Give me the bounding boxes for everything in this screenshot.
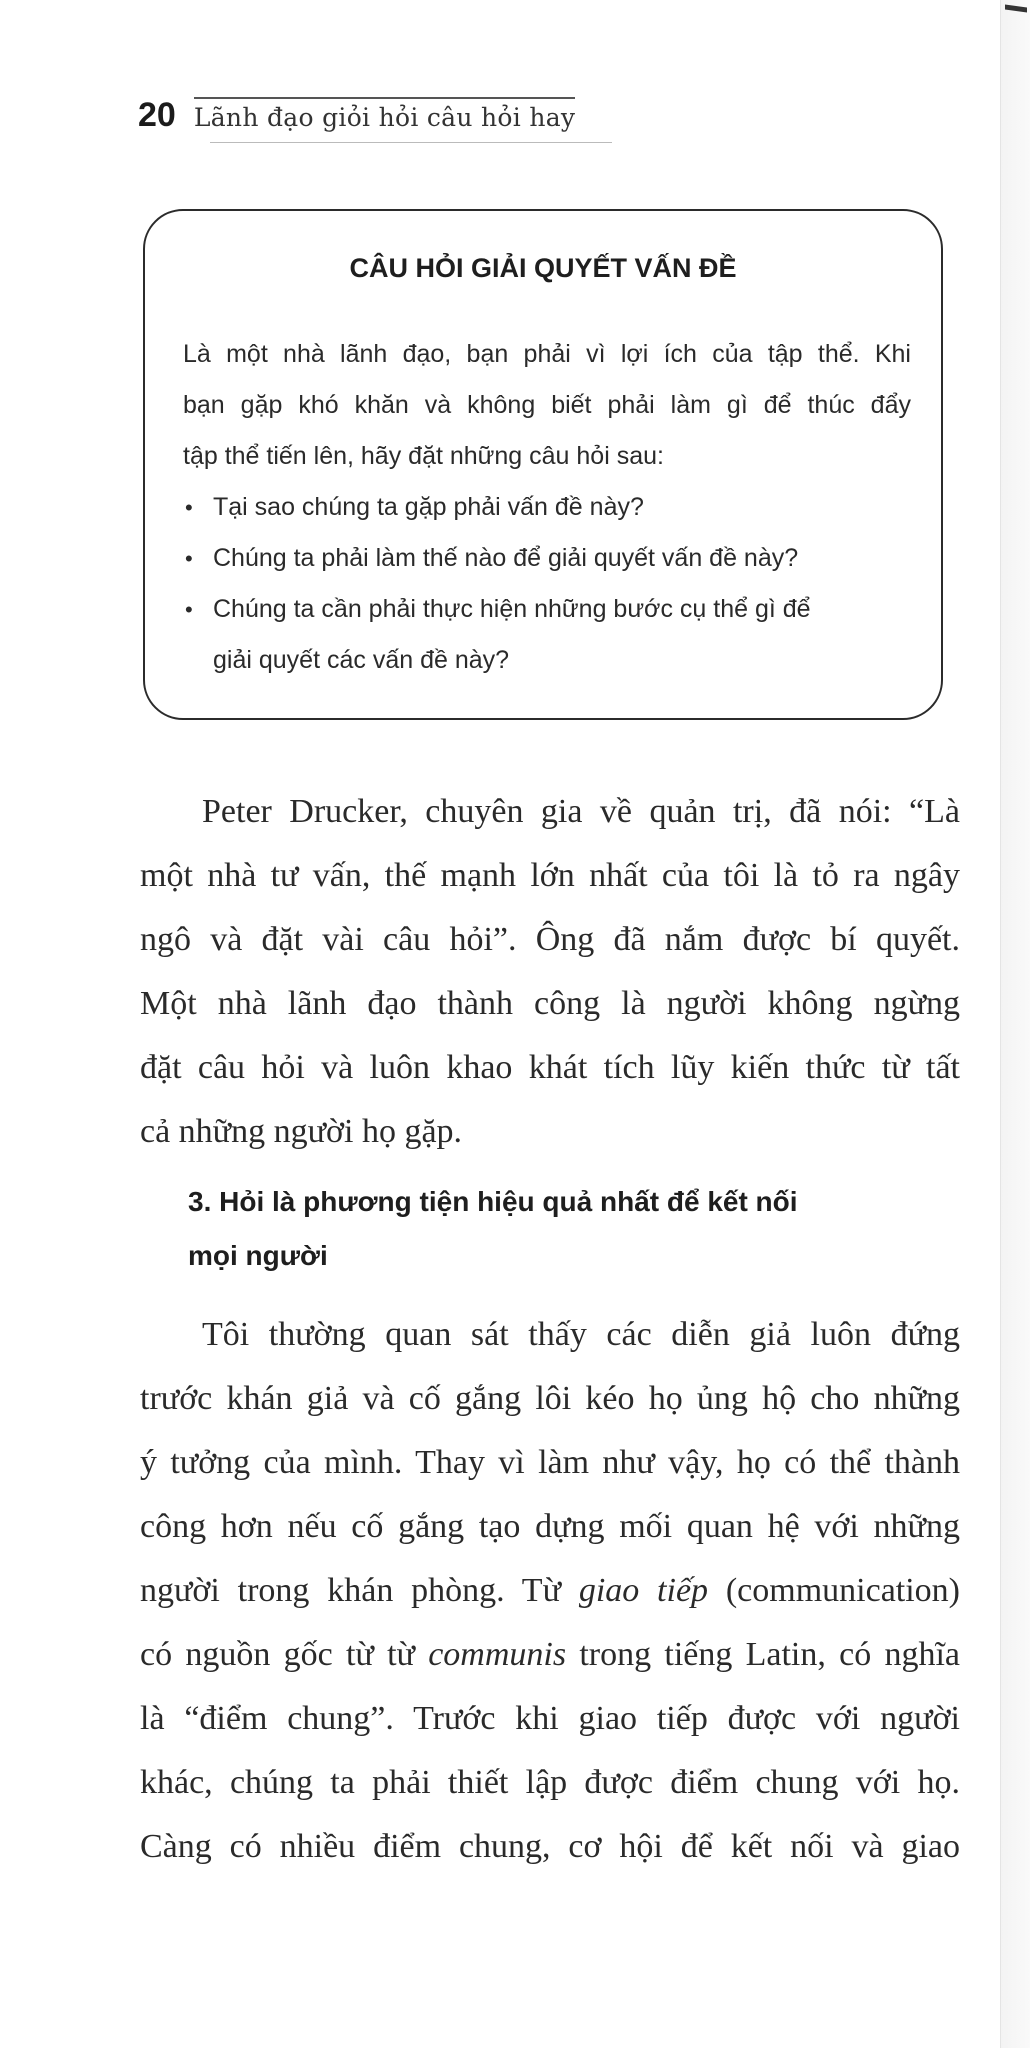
text-run: người trong khán phòng. Từ	[140, 1572, 579, 1609]
heading-line: mọi người	[188, 1240, 328, 1271]
paragraph-drucker	[140, 780, 960, 1164]
page-number: 20	[138, 96, 176, 134]
list-item-text: Chúng ta phải làm thế nào để giải quyết vấn đề này?	[213, 544, 799, 572]
running-title: Lãnh đạo giỏi hỏi câu hỏi hay	[194, 97, 576, 132]
text-line: Tôi thường quan sát thấy các diễn giả luôn đứng	[202, 1316, 960, 1353]
italic-term: giao tiếp	[578, 1572, 709, 1609]
page-edge	[1000, 0, 1030, 2048]
text-line: trước khán giả và cố gắng lôi kéo họ ủng hộ cho những	[140, 1380, 960, 1417]
paragraph-communication	[140, 1303, 960, 1879]
list-item-text: giải quyết các vấn đề này?	[213, 646, 510, 674]
box-intro-line: bạn gặp khó khăn và không biết phải làm gì để thúc đẩy	[183, 391, 911, 419]
text-line	[140, 1623, 960, 1687]
text-line: Một nhà lãnh đạo thành công là người không ngừng	[140, 985, 960, 1022]
question-list	[183, 482, 911, 686]
sidebar-box	[143, 209, 943, 720]
list-item-text: Tại sao chúng ta gặp phải vấn đề này?	[213, 493, 644, 521]
section-heading	[188, 1175, 908, 1283]
page-header	[138, 96, 575, 146]
text-line	[140, 1559, 960, 1623]
text-line: đặt câu hỏi và luôn khao khát tích lũy kiến thức từ tất	[140, 1049, 960, 1086]
italic-term: communis	[428, 1636, 567, 1673]
box-intro-line: tập thể tiến lên, hãy đặt những câu hỏi sau:	[183, 442, 664, 470]
text-line: cả những người họ gặp.	[140, 1113, 463, 1150]
bullet-icon: •	[185, 546, 193, 571]
text-line: là “điểm chung”. Trước khi giao tiếp được với người	[140, 1700, 960, 1737]
text-line: Càng có nhiều điểm chung, cơ hội để kết nối và giao	[140, 1828, 960, 1865]
box-body	[183, 329, 911, 686]
box-title: CÂU HỎI GIẢI QUYẾT VẤN ĐỀ	[349, 253, 737, 283]
text-line: khác, chúng ta phải thiết lập được điểm chung với họ.	[140, 1764, 960, 1801]
bullet-icon: •	[185, 597, 193, 622]
text-run: (communication)	[708, 1572, 960, 1609]
text-run: có nguồn gốc từ từ	[140, 1636, 429, 1673]
list-item-text: Chúng ta cần phải thực hiện những bước cụ thể gì để	[213, 595, 811, 623]
header-rule	[210, 142, 612, 143]
heading-line: 3. Hỏi là phương tiện hiệu quả nhất để kết nối	[188, 1186, 798, 1217]
text-line: một nhà tư vấn, thế mạnh lớn nhất của tôi là tỏ ra ngây	[140, 857, 960, 894]
box-intro	[183, 329, 911, 482]
text-line: ngô và đặt vài câu hỏi”. Ông đã nắm được bí quyết.	[140, 921, 960, 958]
box-intro-line: Là một nhà lãnh đạo, bạn phải vì lợi ích của tập thể. Khi	[183, 340, 911, 368]
list-item	[183, 482, 911, 533]
text-line: ý tưởng của mình. Thay vì làm như vậy, họ có thể thành	[140, 1444, 960, 1481]
text-line: công hơn nếu cố gắng tạo dựng mối quan hệ với những	[140, 1508, 960, 1545]
text-line: Peter Drucker, chuyên gia về quản trị, đã nói: “Là	[202, 793, 960, 830]
list-item	[183, 533, 911, 584]
bullet-icon: •	[185, 495, 193, 520]
list-item	[183, 584, 911, 686]
text-run: trong tiếng Latin, có nghĩa	[566, 1636, 960, 1673]
